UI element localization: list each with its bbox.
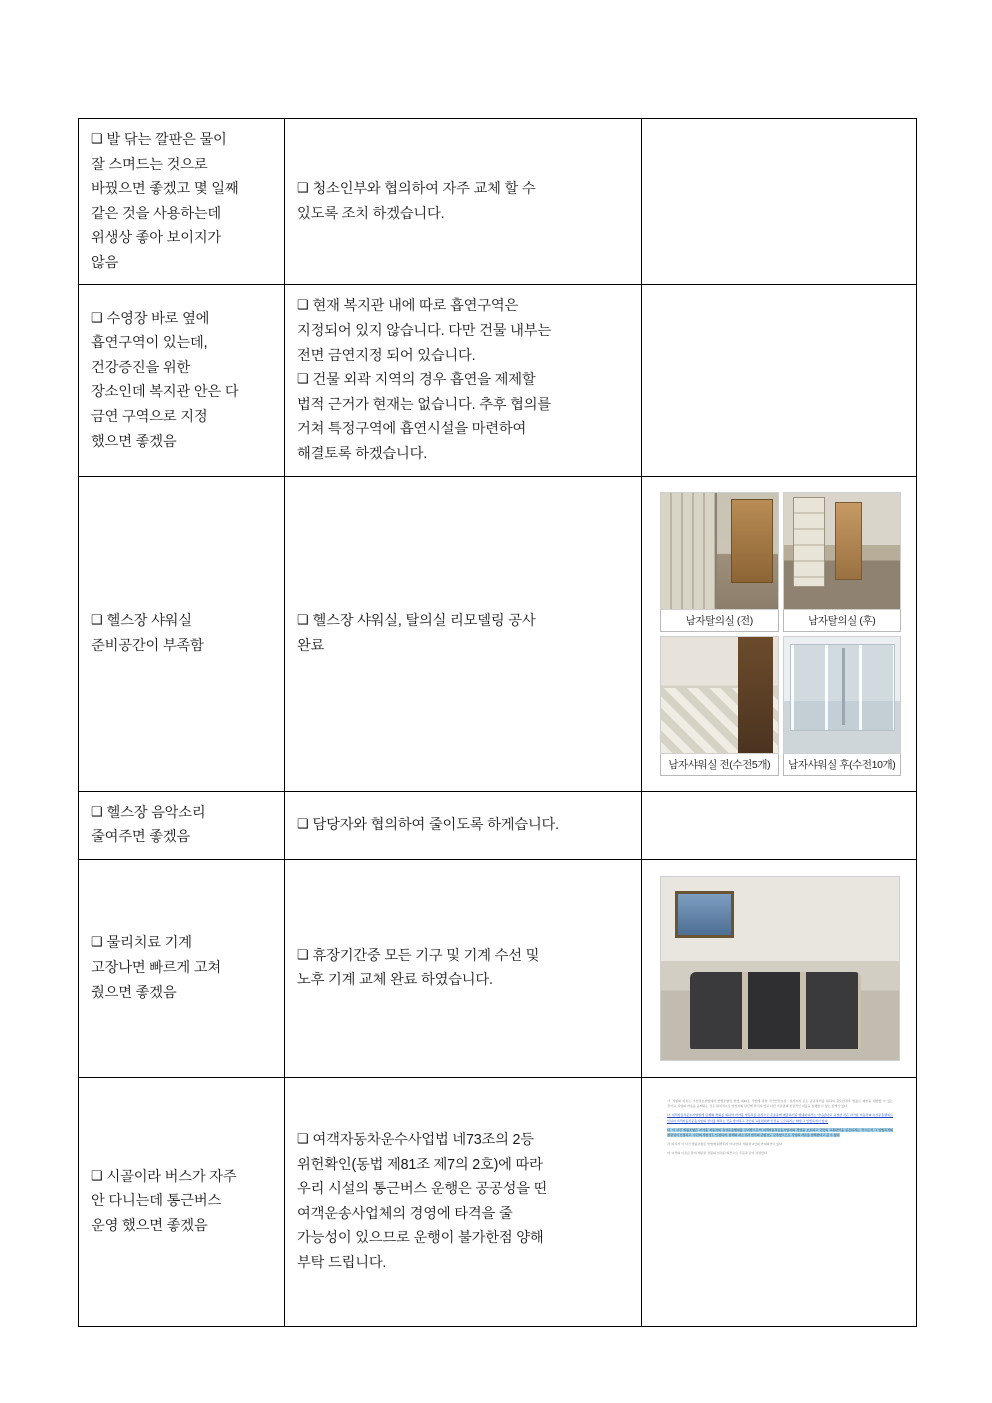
photo-row <box>660 492 901 632</box>
photo-cell <box>642 285 917 476</box>
answer-cell <box>285 1077 642 1326</box>
answer-line: 지정되어 있지 않습니다. 다만 건물 내부는 <box>297 323 552 340</box>
photo-legal-document-scan <box>660 1094 900 1310</box>
answer-line: 우리 시설의 통근버스 운행은 공공성을 띤 <box>297 1181 548 1198</box>
photo-mens-locker-after <box>783 492 902 610</box>
scan-paragraph <box>667 1142 893 1148</box>
request-line: 잘 스며드는 것으로 <box>91 156 208 173</box>
photo-grid <box>654 486 906 782</box>
answer-line: 휴장기간중 모든 기구 및 기계 수선 및 <box>312 947 540 964</box>
answer-line: 완료 <box>297 637 325 654</box>
answer-line: 해결토록 하겠습니다. <box>297 445 428 462</box>
request-line: 준비공간이 부족함 <box>91 637 204 654</box>
scan-text: 마. 이상의 이유로 관여 재판관 전원의 일치된 의견으로 주문과 같이 결정한다. <box>667 1150 768 1155</box>
request-line: 같은 것을 사용하는데 <box>91 205 222 222</box>
scan-text: 가. 직업의 자유는 기본권보장법에서 헌법조항인 헌법 제15조 직업에 관한 국가안전보장ㆍ질서유지 또는 공공복리를 위하여 필요한경우 법률로 제한을 제한할 수 있는 것이고, 직업의 자유를 규제하는 것은 원칙적으로 입법자의 판단에 맡겨져 있고 다만 기본권의 본질적인 내용을 침해할 수 없는 한계가 있다. <box>667 1098 893 1109</box>
table-row <box>79 285 917 476</box>
bullet-icon: ❑ <box>91 611 103 627</box>
scan-paragraph <box>667 1151 893 1157</box>
answer-line: 현재 복지관 내에 따로 흡연구역은 <box>312 298 519 315</box>
scan-paragraph <box>667 1128 893 1139</box>
photo-caption: 남자탈의실 (전) <box>660 610 779 632</box>
bullet-icon: ❑ <box>297 946 309 962</box>
photo-caption: 남자샤워실 후(수전10개) <box>783 754 902 776</box>
request-line: 않음 <box>91 254 119 271</box>
request-line: 했으면 좋겠음 <box>91 433 177 450</box>
feedback-table <box>78 118 917 1327</box>
answer-cell <box>285 476 642 791</box>
bullet-icon: ❑ <box>91 1167 103 1183</box>
photo-cell <box>642 791 917 859</box>
scan-paragraph <box>667 1113 893 1124</box>
answer-cell <box>285 791 642 859</box>
photo-item <box>660 492 779 632</box>
bullet-icon: ❑ <box>91 934 103 950</box>
photo-cell <box>642 476 917 791</box>
request-line: 안 다니는데 통근버스 <box>91 1193 222 1210</box>
request-line: 물리치료 기계 <box>106 935 192 952</box>
photo-single <box>654 1087 906 1317</box>
request-cell <box>79 119 285 285</box>
bullet-icon: ❑ <box>297 815 309 831</box>
request-cell <box>79 1077 285 1326</box>
request-line: 건강증진을 위한 <box>91 359 191 376</box>
answer-line-bulleted <box>297 368 631 393</box>
table-row <box>79 1077 917 1326</box>
bullet-icon: ❑ <box>297 611 309 627</box>
request-cell <box>79 285 285 476</box>
answer-line: 위헌확인(동법 제81조 제7의 2호)에 따라 <box>297 1156 543 1173</box>
photo-single <box>654 869 906 1068</box>
request-line: 헬스장 음악소리 <box>106 804 206 821</box>
request-cell <box>79 476 285 791</box>
answer-cell <box>285 859 642 1077</box>
answer-line: 건물 외곽 지역의 경우 흡연을 제제할 <box>312 372 536 389</box>
request-line: 줬으면 좋겠음 <box>91 984 177 1001</box>
photo-massage-chairs <box>660 876 900 1061</box>
bullet-icon: ❑ <box>297 297 309 313</box>
request-line: 흡연구역이 있는데, <box>91 335 208 352</box>
answer-line: 여객자동차운수사업법 네73조의 2등 <box>312 1132 534 1149</box>
photo-item <box>783 492 902 632</box>
photo-item <box>660 636 779 776</box>
request-line: 바꿨으면 좋겠고 몇 일째 <box>91 181 239 198</box>
bullet-icon: ❑ <box>297 371 309 387</box>
table-row <box>79 791 917 859</box>
request-cell <box>79 791 285 859</box>
answer-line: 있도록 조치 하겠습니다. <box>297 205 445 222</box>
answer-line: 법적 근거가 현재는 없습니다. 추후 협의를 <box>297 396 552 413</box>
answer-cell <box>285 119 642 285</box>
answer-cell <box>285 285 642 476</box>
answer-line: 노후 기계 교체 완료 하였습니다. <box>297 972 493 989</box>
request-line: 수영장 바로 옆에 <box>106 310 210 327</box>
photo-mens-shower-after <box>783 636 902 754</box>
photo-mens-shower-before <box>660 636 779 754</box>
table-row <box>79 859 917 1077</box>
bullet-icon: ❑ <box>91 803 103 819</box>
table-row <box>79 119 917 285</box>
photo-cell <box>642 859 917 1077</box>
scan-text: 라. 따라서 이 사건 법률조항은 헌법에 위반되지 아니한다. 재판관 2인의 반대의견이 있다. <box>667 1142 783 1147</box>
answer-line: 여객운송사업체의 경영에 타격을 줄 <box>297 1205 513 1222</box>
bullet-icon: ❑ <box>91 309 103 325</box>
photo-cell <box>642 119 917 285</box>
table-row <box>79 476 917 791</box>
request-line: 운영 했으면 좋겠음 <box>91 1218 208 1235</box>
request-line: 발 닦는 깔판은 물이 <box>106 132 227 148</box>
request-cell <box>79 859 285 1077</box>
answer-line: 거쳐 특정구역에 흡연시설을 마련하여 <box>297 421 527 438</box>
scan-paragraph <box>667 1099 893 1110</box>
photo-row <box>660 636 901 776</box>
request-line: 장소인데 복지관 안은 다 <box>91 384 239 401</box>
request-line: 시골이라 버스가 자주 <box>106 1168 237 1185</box>
scan-text: 다. 이 사건 법률조항은 자가용 자동차의 유상운송행위를 금지함으로써 여객자동차운송사업자의 경영을 보호하고 국민의 교통편익을 증진하려는 것으로서 그 입법목적의 정당성이 인정되고, 수단의 적합성도 인정되며, 침해의 최소성과 법익의 균형성도 갖추었으므로 직업의 자유를 침해한다고 볼 수 없다. <box>667 1127 893 1138</box>
answer-line: 담당자와 협의하여 줄이도록 하게습니다. <box>312 816 559 833</box>
photo-item <box>783 636 902 776</box>
answer-line: 청소인부와 협의하여 자주 교체 할 수 <box>312 181 536 198</box>
answer-line: 헬스장 샤워실, 탈의실 리모델링 공사 <box>312 612 536 629</box>
scan-text: 나. 여객자동차운수사업법에 '운행의 편의를 위하여 자가용 자동차를 유상으로 운송용에 제공하거나 임대하여서는 아니된다'고 규정한 것은 자가용 자동차의 유상운송행위로 인하여 여객자동차운송사업의 질서를 해치는 것을 방지하고 국민의 교통편의와 안전을 도모하려는 데에 그 입법목적이 있다. <box>667 1113 893 1123</box>
bullet-icon: ❑ <box>297 1131 309 1147</box>
request-line: 금연 구역으로 지정 <box>91 409 208 426</box>
answer-line: 가능성이 있으므로 운행이 불가한점 양해 <box>297 1230 544 1247</box>
photo-caption: 남자샤워실 전(수전5개) <box>660 754 779 776</box>
table-body <box>79 119 917 1327</box>
photo-caption: 남자탈의실 (후) <box>783 610 902 632</box>
request-line: 고장나면 빠르게 고쳐 <box>91 959 222 976</box>
answer-line: 전면 금연지정 되어 있습니다. <box>297 347 476 364</box>
bullet-icon: ❑ <box>91 131 103 146</box>
photo-cell <box>642 1077 917 1326</box>
bullet-icon: ❑ <box>297 180 309 196</box>
request-line: 헬스장 샤워실 <box>106 612 192 629</box>
request-line: 위생상 좋아 보이지가 <box>91 230 222 247</box>
request-line: 줄여주면 좋겠음 <box>91 829 191 846</box>
answer-line: 부탁 드립니다. <box>297 1254 387 1271</box>
photo-mens-locker-before <box>660 492 779 610</box>
